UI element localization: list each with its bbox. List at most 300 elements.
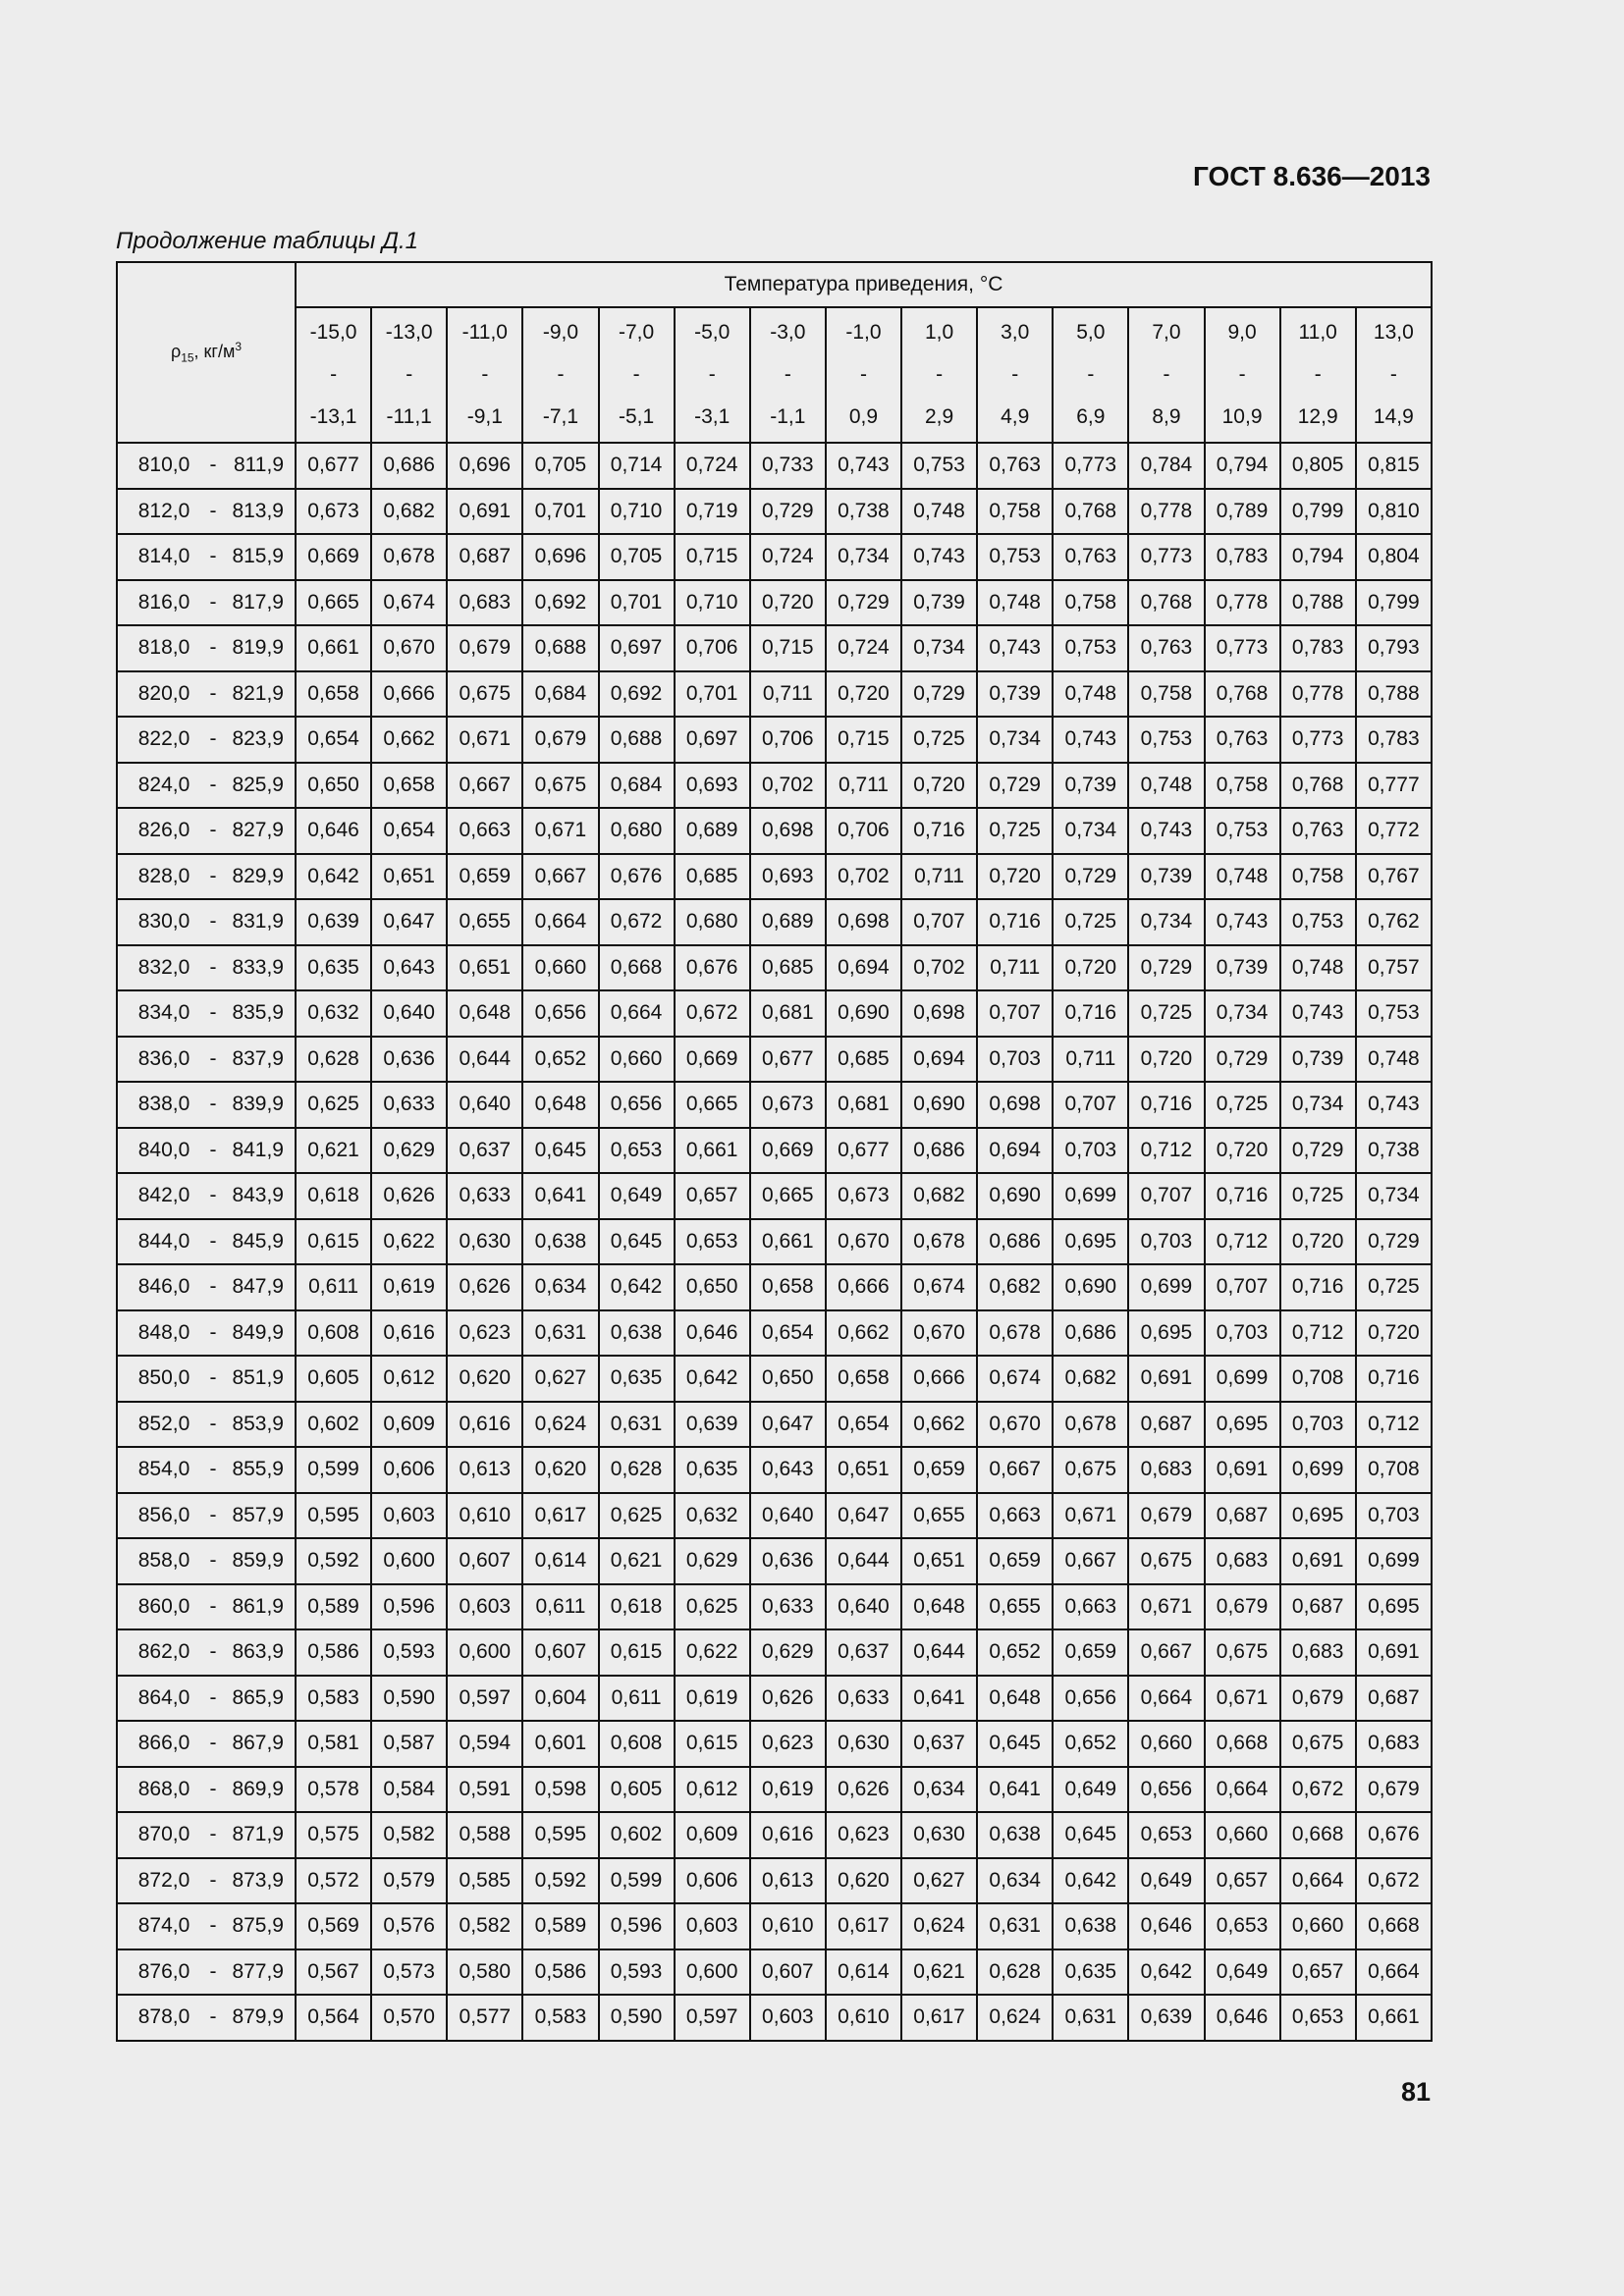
- table-row: [117, 854, 1432, 900]
- density-range-cell: [117, 808, 296, 854]
- range-sep: -: [859, 363, 867, 386]
- density-to: 857,9: [232, 1503, 284, 1526]
- density-to: 867,9: [232, 1732, 284, 1755]
- density-range-cell: [117, 1219, 296, 1265]
- value-cell: 0,669: [675, 1037, 750, 1083]
- value-cell: 0,573: [371, 1949, 447, 1996]
- density-to: 819,9: [232, 636, 284, 660]
- value-cell: 0,654: [750, 1310, 826, 1357]
- value-cell: 0,676: [1356, 1812, 1432, 1858]
- value-cell: 0,703: [1280, 1402, 1356, 1448]
- density-range-cell: [117, 1949, 296, 1996]
- value-cell: 0,660: [1280, 1903, 1356, 1949]
- value-cell: 0,607: [447, 1538, 522, 1584]
- range-from: -3,0: [770, 321, 806, 344]
- range-sep: -: [1389, 363, 1397, 386]
- value-cell: 0,675: [522, 763, 598, 809]
- density-range-cell: [117, 945, 296, 991]
- value-cell: 0,695: [1053, 1219, 1128, 1265]
- value-cell: 0,669: [296, 534, 371, 580]
- value-cell: 0,707: [1205, 1264, 1280, 1310]
- value-cell: 0,657: [1280, 1949, 1356, 1996]
- density-from: 828,0: [137, 864, 190, 887]
- density-separator: -: [209, 590, 217, 614]
- range-to: 6,9: [1076, 405, 1106, 428]
- value-cell: 0,679: [447, 625, 522, 671]
- value-cell: 0,720: [1128, 1037, 1204, 1083]
- value-cell: 0,600: [675, 1949, 750, 1996]
- value-cell: 0,628: [296, 1037, 371, 1083]
- value-cell: 0,683: [1128, 1447, 1204, 1493]
- value-cell: 0,620: [447, 1356, 522, 1402]
- value-cell: 0,592: [522, 1858, 598, 1904]
- value-cell: 0,606: [675, 1858, 750, 1904]
- value-cell: 0,698: [901, 990, 977, 1037]
- value-cell: 0,738: [1356, 1128, 1432, 1174]
- value-cell: 0,600: [447, 1629, 522, 1676]
- density-from: 822,0: [137, 727, 190, 751]
- value-cell: 0,603: [750, 1995, 826, 2041]
- value-cell: 0,669: [750, 1128, 826, 1174]
- density-separator: -: [209, 454, 217, 477]
- density-separator: -: [209, 1093, 217, 1116]
- value-cell: 0,657: [1205, 1858, 1280, 1904]
- value-cell: 0,642: [296, 854, 371, 900]
- value-cell: 0,649: [599, 1173, 675, 1219]
- density-from: 874,0: [137, 1914, 190, 1938]
- value-cell: 0,661: [675, 1128, 750, 1174]
- density-from: 820,0: [137, 681, 190, 705]
- value-cell: 0,662: [371, 717, 447, 763]
- temperature-range-header: [371, 307, 447, 443]
- value-cell: 0,653: [599, 1128, 675, 1174]
- table-row: [117, 489, 1432, 535]
- value-cell: 0,715: [675, 534, 750, 580]
- value-cell: 0,656: [522, 990, 598, 1037]
- value-cell: 0,694: [901, 1037, 977, 1083]
- value-cell: 0,583: [522, 1995, 598, 2041]
- value-cell: 0,703: [1128, 1219, 1204, 1265]
- value-cell: 0,743: [1053, 717, 1128, 763]
- value-cell: 0,602: [599, 1812, 675, 1858]
- value-cell: 0,788: [1280, 580, 1356, 626]
- range-to: -3,1: [694, 405, 731, 428]
- value-cell: 0,638: [599, 1310, 675, 1357]
- temperature-range-header: [1280, 307, 1356, 443]
- range-to: -13,1: [309, 405, 357, 428]
- value-cell: 0,729: [1356, 1219, 1432, 1265]
- value-cell: 0,687: [1280, 1584, 1356, 1630]
- value-cell: 0,569: [296, 1903, 371, 1949]
- value-cell: 0,617: [522, 1493, 598, 1539]
- value-cell: 0,621: [599, 1538, 675, 1584]
- table-row: [117, 1037, 1432, 1083]
- density-range-cell: [117, 1493, 296, 1539]
- table-row: [117, 1858, 1432, 1904]
- density-from: 846,0: [137, 1275, 190, 1299]
- value-cell: 0,595: [522, 1812, 598, 1858]
- density-to: 823,9: [232, 727, 284, 751]
- value-cell: 0,675: [1053, 1447, 1128, 1493]
- value-cell: 0,672: [599, 899, 675, 945]
- temperature-range-header: [1053, 307, 1128, 443]
- value-cell: 0,734: [901, 625, 977, 671]
- value-cell: 0,733: [750, 443, 826, 489]
- value-cell: 0,632: [296, 990, 371, 1037]
- value-cell: 0,714: [599, 443, 675, 489]
- table-row: [117, 1264, 1432, 1310]
- value-cell: 0,692: [599, 671, 675, 718]
- value-cell: 0,743: [1280, 990, 1356, 1037]
- value-cell: 0,763: [1053, 534, 1128, 580]
- density-separator: -: [209, 1914, 217, 1938]
- value-cell: 0,772: [1356, 808, 1432, 854]
- value-cell: 0,625: [675, 1584, 750, 1630]
- value-cell: 0,773: [1205, 625, 1280, 671]
- value-cell: 0,743: [1356, 1082, 1432, 1128]
- value-cell: 0,577: [447, 1995, 522, 2041]
- value-cell: 0,711: [977, 945, 1053, 991]
- value-cell: 0,711: [901, 854, 977, 900]
- value-cell: 0,725: [1280, 1173, 1356, 1219]
- value-cell: 0,684: [599, 763, 675, 809]
- density-separator: -: [209, 1229, 217, 1253]
- value-cell: 0,626: [750, 1676, 826, 1722]
- value-cell: 0,681: [750, 990, 826, 1037]
- density-range-cell: [117, 671, 296, 718]
- value-cell: 0,616: [371, 1310, 447, 1357]
- value-cell: 0,615: [675, 1721, 750, 1767]
- value-cell: 0,647: [371, 899, 447, 945]
- temperature-range-header: [675, 307, 750, 443]
- density-separator: -: [209, 1959, 217, 1983]
- value-cell: 0,596: [371, 1584, 447, 1630]
- value-cell: 0,705: [599, 534, 675, 580]
- value-cell: 0,701: [599, 580, 675, 626]
- value-cell: 0,604: [522, 1676, 598, 1722]
- range-from: -11,0: [461, 321, 508, 344]
- value-cell: 0,707: [901, 899, 977, 945]
- value-cell: 0,640: [826, 1584, 901, 1630]
- value-cell: 0,631: [977, 1903, 1053, 1949]
- value-cell: 0,591: [447, 1767, 522, 1813]
- value-cell: 0,697: [599, 625, 675, 671]
- value-cell: 0,620: [826, 1858, 901, 1904]
- value-cell: 0,595: [296, 1493, 371, 1539]
- value-cell: 0,743: [826, 443, 901, 489]
- density-from: 826,0: [137, 819, 190, 842]
- value-cell: 0,642: [675, 1356, 750, 1402]
- density-range-cell: [117, 1721, 296, 1767]
- density-separator: -: [209, 1046, 217, 1070]
- value-cell: 0,695: [1356, 1584, 1432, 1630]
- range-from: 7,0: [1152, 321, 1181, 344]
- value-cell: 0,768: [1280, 763, 1356, 809]
- value-cell: 0,634: [977, 1858, 1053, 1904]
- value-cell: 0,758: [1053, 580, 1128, 626]
- value-cell: 0,658: [750, 1264, 826, 1310]
- value-cell: 0,748: [1356, 1037, 1432, 1083]
- density-separator: -: [209, 636, 217, 660]
- value-cell: 0,699: [1280, 1447, 1356, 1493]
- value-cell: 0,784: [1128, 443, 1204, 489]
- value-cell: 0,725: [1205, 1082, 1280, 1128]
- value-cell: 0,707: [1128, 1173, 1204, 1219]
- table-row: [117, 1949, 1432, 1996]
- density-from: 864,0: [137, 1685, 190, 1709]
- density-to: 845,9: [232, 1229, 284, 1253]
- table-row: [117, 1767, 1432, 1813]
- value-cell: 0,768: [1205, 671, 1280, 718]
- range-to: 0,9: [848, 405, 879, 428]
- value-cell: 0,783: [1280, 625, 1356, 671]
- value-cell: 0,632: [675, 1493, 750, 1539]
- value-cell: 0,624: [522, 1402, 598, 1448]
- value-cell: 0,778: [1128, 489, 1204, 535]
- value-cell: 0,720: [1356, 1310, 1432, 1357]
- density-separator: -: [209, 1138, 217, 1161]
- density-from: 834,0: [137, 1001, 190, 1025]
- value-cell: 0,707: [1053, 1082, 1128, 1128]
- density-to: 841,9: [232, 1138, 284, 1161]
- value-cell: 0,610: [447, 1493, 522, 1539]
- value-cell: 0,676: [599, 854, 675, 900]
- table-row: [117, 1538, 1432, 1584]
- density-range-cell: [117, 1995, 296, 2041]
- rho-subscript: 15: [181, 350, 194, 365]
- value-cell: 0,678: [371, 534, 447, 580]
- temperature-range-header: [901, 307, 977, 443]
- value-cell: 0,738: [826, 489, 901, 535]
- value-cell: 0,641: [901, 1676, 977, 1722]
- range-from: 3,0: [1001, 321, 1030, 344]
- table-row: [117, 1995, 1432, 2041]
- value-cell: 0,753: [901, 443, 977, 489]
- value-cell: 0,634: [901, 1767, 977, 1813]
- value-cell: 0,685: [826, 1037, 901, 1083]
- value-cell: 0,633: [447, 1173, 522, 1219]
- value-cell: 0,675: [447, 671, 522, 718]
- temperature-range-header: [599, 307, 675, 443]
- density-range-cell: [117, 1629, 296, 1676]
- value-cell: 0,679: [1128, 1493, 1204, 1539]
- density-to: 833,9: [232, 955, 284, 979]
- value-cell: 0,712: [1128, 1128, 1204, 1174]
- density-to: 859,9: [232, 1549, 284, 1573]
- value-cell: 0,672: [1356, 1858, 1432, 1904]
- value-cell: 0,615: [296, 1219, 371, 1265]
- density-separator: -: [209, 1184, 217, 1207]
- value-cell: 0,594: [447, 1721, 522, 1767]
- value-cell: 0,651: [901, 1538, 977, 1584]
- value-cell: 0,691: [1128, 1356, 1204, 1402]
- value-cell: 0,640: [447, 1082, 522, 1128]
- density-from: 862,0: [137, 1640, 190, 1664]
- value-cell: 0,715: [826, 717, 901, 763]
- value-cell: 0,644: [826, 1538, 901, 1584]
- value-cell: 0,572: [296, 1858, 371, 1904]
- density-to: 853,9: [232, 1412, 284, 1435]
- value-cell: 0,716: [977, 899, 1053, 945]
- value-cell: 0,757: [1356, 945, 1432, 991]
- value-cell: 0,729: [1053, 854, 1128, 900]
- table-row: [117, 1721, 1432, 1767]
- range-sep: -: [784, 363, 791, 386]
- value-cell: 0,660: [522, 945, 598, 991]
- value-cell: 0,612: [675, 1767, 750, 1813]
- value-cell: 0,627: [901, 1858, 977, 1904]
- value-cell: 0,579: [371, 1858, 447, 1904]
- value-cell: 0,783: [1356, 717, 1432, 763]
- range-to: 14,9: [1373, 405, 1414, 428]
- value-cell: 0,678: [901, 1219, 977, 1265]
- density-to: 837,9: [232, 1046, 284, 1070]
- value-cell: 0,597: [675, 1995, 750, 2041]
- value-cell: 0,614: [522, 1538, 598, 1584]
- range-from: 1,0: [924, 321, 954, 344]
- value-cell: 0,628: [977, 1949, 1053, 1996]
- value-cell: 0,660: [1205, 1812, 1280, 1858]
- table-row: [117, 1219, 1432, 1265]
- density-separator: -: [209, 910, 217, 934]
- value-cell: 0,706: [675, 625, 750, 671]
- value-cell: 0,768: [1053, 489, 1128, 535]
- temperature-range-header: [447, 307, 522, 443]
- range-sep: -: [632, 363, 640, 386]
- density-range-cell: [117, 1447, 296, 1493]
- value-cell: 0,620: [522, 1447, 598, 1493]
- value-cell: 0,597: [447, 1676, 522, 1722]
- density-range-cell: [117, 443, 296, 489]
- value-cell: 0,687: [1356, 1676, 1432, 1722]
- value-cell: 0,645: [977, 1721, 1053, 1767]
- value-cell: 0,667: [1128, 1629, 1204, 1676]
- value-cell: 0,631: [1053, 1995, 1128, 2041]
- density-to: 873,9: [232, 1868, 284, 1892]
- value-cell: 0,615: [599, 1629, 675, 1676]
- value-cell: 0,590: [599, 1995, 675, 2041]
- range-from: -15,0: [309, 321, 357, 344]
- value-cell: 0,609: [371, 1402, 447, 1448]
- value-cell: 0,703: [1205, 1310, 1280, 1357]
- value-cell: 0,763: [1280, 808, 1356, 854]
- value-cell: 0,706: [826, 808, 901, 854]
- value-cell: 0,748: [1128, 763, 1204, 809]
- value-cell: 0,631: [522, 1310, 598, 1357]
- density-range-cell: [117, 990, 296, 1037]
- value-cell: 0,743: [1128, 808, 1204, 854]
- value-cell: 0,690: [901, 1082, 977, 1128]
- value-cell: 0,671: [1205, 1676, 1280, 1722]
- value-cell: 0,794: [1205, 443, 1280, 489]
- value-cell: 0,664: [1128, 1676, 1204, 1722]
- value-cell: 0,739: [1205, 945, 1280, 991]
- value-cell: 0,623: [826, 1812, 901, 1858]
- page-number: 81: [1400, 2077, 1431, 2107]
- value-cell: 0,656: [599, 1082, 675, 1128]
- table-row: [117, 1812, 1432, 1858]
- value-cell: 0,694: [826, 945, 901, 991]
- density-from: 856,0: [137, 1503, 190, 1526]
- table-row: [117, 717, 1432, 763]
- value-cell: 0,644: [901, 1629, 977, 1676]
- value-cell: 0,753: [1205, 808, 1280, 854]
- value-cell: 0,646: [1128, 1903, 1204, 1949]
- density-from: 832,0: [137, 955, 190, 979]
- value-cell: 0,618: [599, 1584, 675, 1630]
- value-cell: 0,576: [371, 1903, 447, 1949]
- value-cell: 0,654: [371, 808, 447, 854]
- value-cell: 0,691: [1205, 1447, 1280, 1493]
- value-cell: 0,777: [1356, 763, 1432, 809]
- density-range-cell: [117, 1767, 296, 1813]
- value-cell: 0,648: [977, 1676, 1053, 1722]
- value-cell: 0,687: [1205, 1493, 1280, 1539]
- range-from: -9,0: [542, 321, 579, 344]
- table-row: [117, 1082, 1432, 1128]
- value-cell: 0,675: [1280, 1721, 1356, 1767]
- range-to: -9,1: [466, 405, 503, 428]
- value-cell: 0,639: [1128, 1995, 1204, 2041]
- density-separator: -: [209, 1320, 217, 1344]
- value-cell: 0,679: [1205, 1584, 1280, 1630]
- value-cell: 0,683: [1205, 1538, 1280, 1584]
- density-separator: -: [209, 545, 217, 568]
- value-cell: 0,695: [1280, 1493, 1356, 1539]
- value-cell: 0,609: [675, 1812, 750, 1858]
- table-row: [117, 1310, 1432, 1357]
- value-cell: 0,725: [1356, 1264, 1432, 1310]
- value-cell: 0,753: [1356, 990, 1432, 1037]
- value-cell: 0,719: [675, 489, 750, 535]
- value-cell: 0,658: [371, 763, 447, 809]
- value-cell: 0,680: [675, 899, 750, 945]
- value-cell: 0,793: [1356, 625, 1432, 671]
- value-cell: 0,758: [1205, 763, 1280, 809]
- value-cell: 0,720: [1205, 1128, 1280, 1174]
- value-cell: 0,743: [1205, 899, 1280, 945]
- density-separator: -: [209, 499, 217, 522]
- density-separator: -: [209, 1594, 217, 1618]
- density-from: 810,0: [137, 454, 190, 477]
- value-cell: 0,633: [371, 1082, 447, 1128]
- value-cell: 0,637: [901, 1721, 977, 1767]
- value-cell: 0,611: [522, 1584, 598, 1630]
- value-cell: 0,739: [977, 671, 1053, 718]
- density-separator: -: [209, 819, 217, 842]
- value-cell: 0,734: [1280, 1082, 1356, 1128]
- value-cell: 0,716: [1205, 1173, 1280, 1219]
- value-cell: 0,711: [1053, 1037, 1128, 1083]
- value-cell: 0,695: [1128, 1310, 1204, 1357]
- temperature-range-header: [522, 307, 598, 443]
- value-cell: 0,674: [901, 1264, 977, 1310]
- value-cell: 0,658: [296, 671, 371, 718]
- density-from: 838,0: [137, 1093, 190, 1116]
- value-cell: 0,725: [1128, 990, 1204, 1037]
- value-cell: 0,626: [371, 1173, 447, 1219]
- value-cell: 0,642: [599, 1264, 675, 1310]
- value-cell: 0,688: [522, 625, 598, 671]
- value-cell: 0,753: [977, 534, 1053, 580]
- value-cell: 0,612: [371, 1356, 447, 1402]
- value-cell: 0,653: [1128, 1812, 1204, 1858]
- value-cell: 0,706: [750, 717, 826, 763]
- density-separator: -: [209, 773, 217, 796]
- value-cell: 0,712: [1205, 1219, 1280, 1265]
- value-cell: 0,586: [296, 1629, 371, 1676]
- value-cell: 0,653: [1205, 1903, 1280, 1949]
